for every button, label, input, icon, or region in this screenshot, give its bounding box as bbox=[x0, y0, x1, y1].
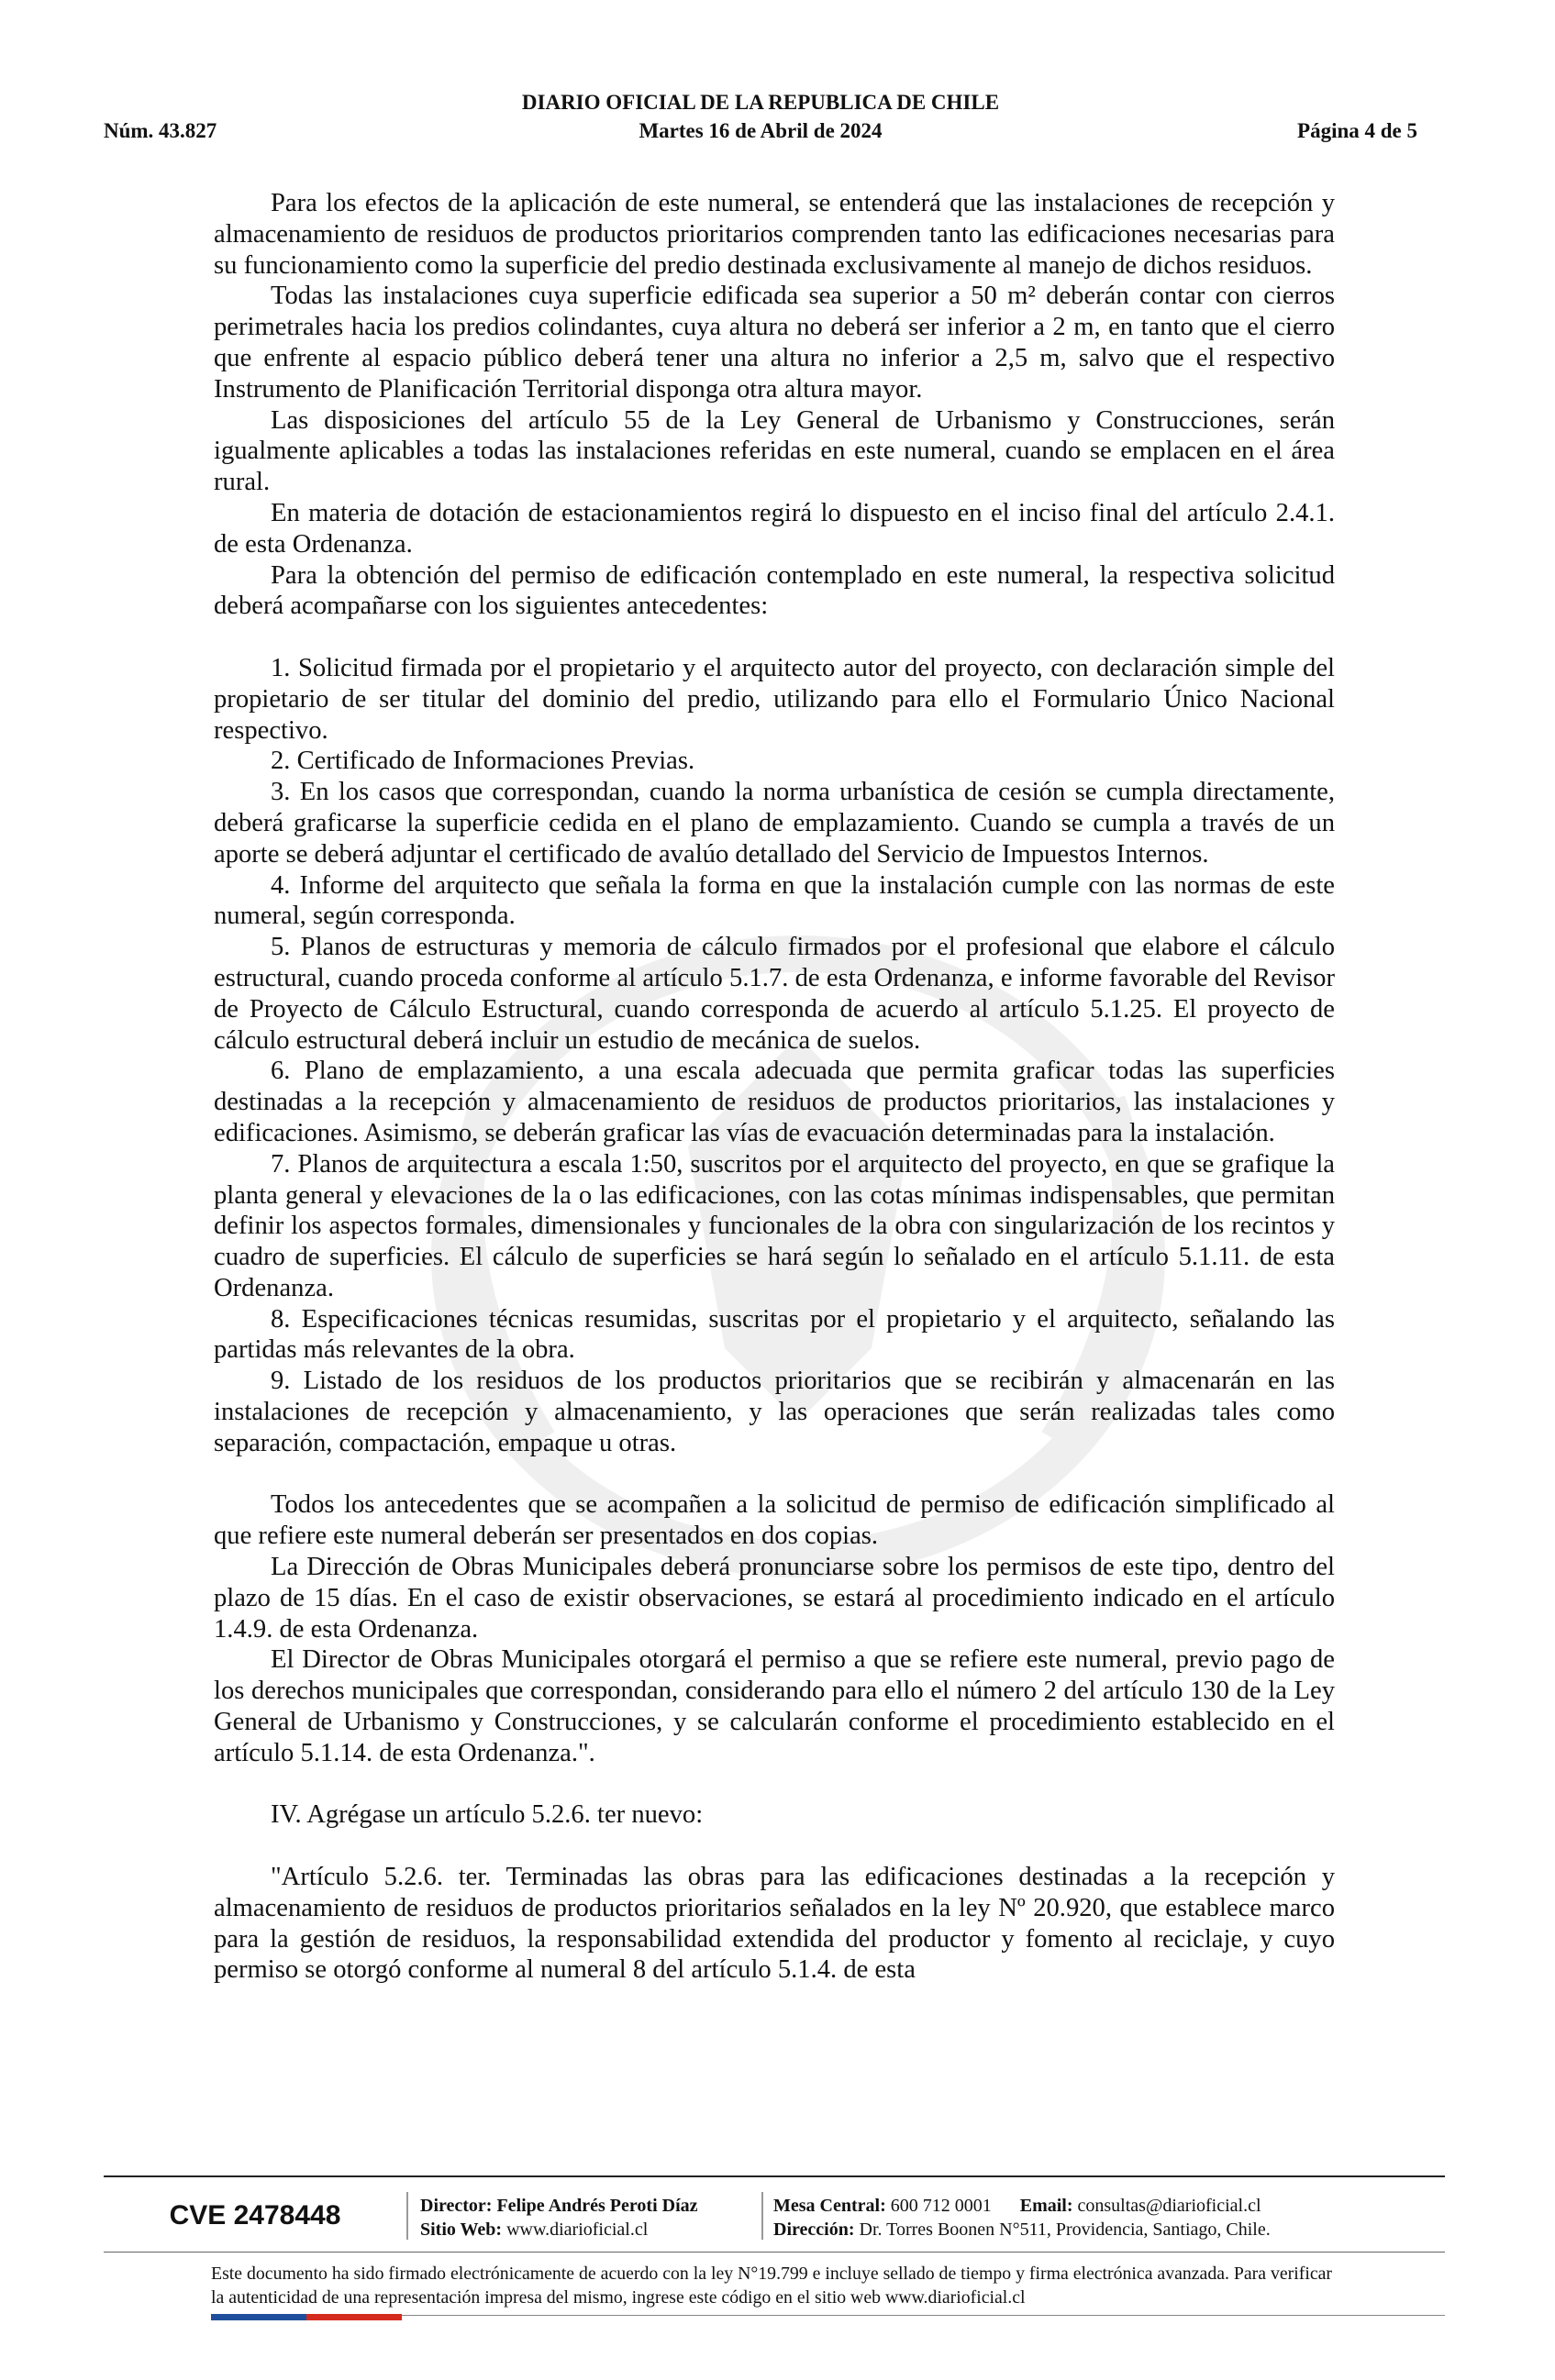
footer-baseline bbox=[402, 2315, 1445, 2316]
flag-blue-segment bbox=[211, 2314, 306, 2320]
document-body bbox=[214, 188, 1335, 1986]
list-item: 9. Listado de los residuos de los productos prioritarios que se recibirán y almacenarán en las instalaciones de recepción y almacenamiento, y las operaciones que serán realizadas tales como separación, compactación, empaque u otras. bbox=[214, 1367, 1335, 1457]
list-item: 7. Planos de arquitectura a escala 1:50, suscritos por el arquitecto del proyecto, en que se grafique la planta general y elevaciones de la o las edificaciones, con las cotas mínimas indispensables, que permitan definir los aspectos formales, dimensionales y funcionales de la obra con singularización de los recintos y cuadro de superficies. El cálculo de superficies se hará según lo señalado en el artículo 5.1.11. de esta Ordenanza. bbox=[214, 1149, 1335, 1302]
paragraph: Las disposiciones del artículo 55 de la Ley General de Urbanismo y Construcciones, serán igualmente aplicables a todas las instalaciones referidas en este numeral, cuando se emplacen en el área rural. bbox=[214, 405, 1335, 497]
list-item: 8. Especificaciones técnicas resumidas, suscritas por el propietario y el arquitecto, señalando las partidas más relevantes de la obra. bbox=[214, 1304, 1335, 1365]
paragraph: Para la obtención del permiso de edificación contemplado en este numeral, la respectiva solicitud deberá acompañarse con los siguientes antecedentes: bbox=[214, 560, 1335, 621]
footer-contact-right bbox=[773, 2194, 1271, 2242]
footer-contact-left bbox=[420, 2194, 698, 2242]
publication-title: DIARIO OFICIAL DE LA REPUBLICA DE CHILE bbox=[521, 91, 1000, 114]
paragraph: En materia de dotación de estacionamientos regirá lo dispuesto en el inciso final del artículo 2.4.1. de esta Ordenanza. bbox=[214, 498, 1335, 559]
list-item: 5. Planos de estructuras y memoria de cálculo firmados por el profesional que elabore el cálculo estructural, cuando proceda conforme al artículo 5.1.7. de esta Ordenanza, e informe favorable del Revisor de Proyecto de Cálculo Estructural, cuando corresponda de acuerdo al artículo 5.1.25. El proyecto de cálculo estructural deberá incluir un estudio de mecánica de suelos. bbox=[214, 933, 1335, 1055]
page-footer bbox=[104, 2185, 1445, 2249]
footer-separator bbox=[761, 2192, 763, 2240]
paragraph: Para los efectos de la aplicación de este numeral, se entenderá que las instalaciones de recepción y almacenamiento de residuos de productos prioritarios comprenden tanto las edificaciones necesarias para su funcionamiento como la superficie del predio destinada exclusivamente al manejo de dichos residuos. bbox=[214, 189, 1335, 280]
list-item: 2. Certificado de Informaciones Previas. bbox=[271, 747, 695, 776]
spacer bbox=[214, 622, 1335, 653]
page-header bbox=[104, 88, 1417, 149]
email-link[interactable]: consultas@diarioficial.cl bbox=[1077, 2196, 1261, 2216]
paragraph: Todos los antecedentes que se acompañen a la solicitud de permiso de edificación simplificado al que refiere este numeral deberán ser presentados en dos copias. bbox=[214, 1490, 1335, 1551]
email-label: Email: bbox=[1019, 2196, 1073, 2216]
list-item: 3. En los casos que correspondan, cuando la norma urbanística de cesión se cumpla directamente, deberá graficarse la superficie cedida en el plano de emplazamiento. Cuando se cumpla a través de un aporte se deberá adjuntar el certificado de avalúo detallado del Servicio de Impuestos Internos. bbox=[214, 778, 1335, 869]
paragraph: El Director de Obras Municipales otorgará el permiso a que se refiere este numeral, previo pago de los derechos municipales que correspondan, considerando para ello el número 2 del artículo 130 de la Ley General de Urbanismo y Construcciones, y se calcularán conforme el procedimiento establecido en el artículo 5.1.14. de esta Ordenanza.". bbox=[214, 1645, 1335, 1767]
paragraph: IV. Agrégase un artículo 5.2.6. ter nuevo: bbox=[271, 1800, 704, 1830]
director-name: Felipe Andrés Peroti Díaz bbox=[496, 2196, 698, 2216]
phone-label: Mesa Central: bbox=[773, 2196, 886, 2216]
flag-red-segment bbox=[306, 2314, 402, 2320]
paragraph: Todas las instalaciones cuya superficie edificada sea superior a 50 m² deberán contar con cierros perimetrales hacia los predios colindantes, cuya altura no deberá ser inferior a 2 m, en tanto que el cierro que enfrente al espacio público deberá tener una altura no inferior a 2,5 m, salvo que el respectivo Instrumento de Planificación Territorial disponga otra altura mayor. bbox=[214, 282, 1335, 404]
legal-notice: Este documento ha sido firmado electrónicamente de acuerdo con la ley N°19.799 e incluye sellado de tiempo y firma electrónica avanzada. Para verificar la autenticidad de una representación impresa del mismo, ingrese este código en el sitio web www.diarioficial.cl bbox=[211, 2264, 1332, 2308]
list-item: 6. Plano de emplazamiento, a una escala adecuada que permita graficar todas las superficies destinadas a la recepción y almacenamiento de residuos de productos prioritarios, las instalaciones y edificaciones. Asimismo, se deberán graficar las vías de evacuación determinadas para la instalación. bbox=[214, 1057, 1335, 1147]
issue-date: Martes 16 de Abril de 2024 bbox=[639, 119, 883, 142]
director-label: Director: bbox=[420, 2196, 493, 2216]
footer-separator bbox=[406, 2192, 408, 2240]
phone-number: 600 712 0001 bbox=[890, 2196, 992, 2216]
spacer bbox=[214, 1459, 1335, 1490]
spacer bbox=[214, 1769, 1335, 1800]
address-label: Dirección: bbox=[773, 2219, 855, 2240]
list-item: 4. Informe del arquitecto que señala la forma en que la instalación cumple con las normas de este numeral, según corresponda. bbox=[214, 870, 1335, 931]
list-item: 1. Solicitud firmada por el propietario y el arquitecto autor del proyecto, con declaración simple del propietario de ser titular del dominio del predio, utilizando para ello el Formulario Único Nacional respectivo. bbox=[214, 653, 1335, 745]
spacer bbox=[214, 1831, 1335, 1862]
footer-divider bbox=[104, 2175, 1445, 2177]
website-link[interactable]: www.diarioficial.cl bbox=[506, 2219, 649, 2240]
flag-stripe bbox=[211, 2314, 402, 2320]
paragraph: "Artículo 5.2.6. ter. Terminadas las obras para las edificaciones destinadas a la recepción y almacenamiento de residuos de productos prioritarios señalados en la ley Nº 20.920, que establece marco para la gestión de residuos, la responsabilidad extendida del productor y fomento al reciclaje, y cuyo permiso se otorgó conforme al numeral 8 del artículo 5.1.4. de esta bbox=[214, 1863, 1335, 1985]
page-number: Página 4 de 5 bbox=[1297, 119, 1417, 142]
cve-code: CVE 2478448 bbox=[169, 2200, 341, 2231]
address-text: Dr. Torres Boonen N°511, Providencia, Santiago, Chile. bbox=[859, 2219, 1271, 2240]
issue-number: Núm. 43.827 bbox=[104, 119, 217, 142]
footer-divider bbox=[104, 2252, 1445, 2253]
paragraph: La Dirección de Obras Municipales deberá pronunciarse sobre los permisos de este tipo, dentro del plazo de 15 días. En el caso de existir observaciones, se estará al procedimiento indicado en el artículo 1.4.9. de esta Ordenanza. bbox=[214, 1553, 1335, 1644]
website-label: Sitio Web: bbox=[420, 2219, 503, 2240]
